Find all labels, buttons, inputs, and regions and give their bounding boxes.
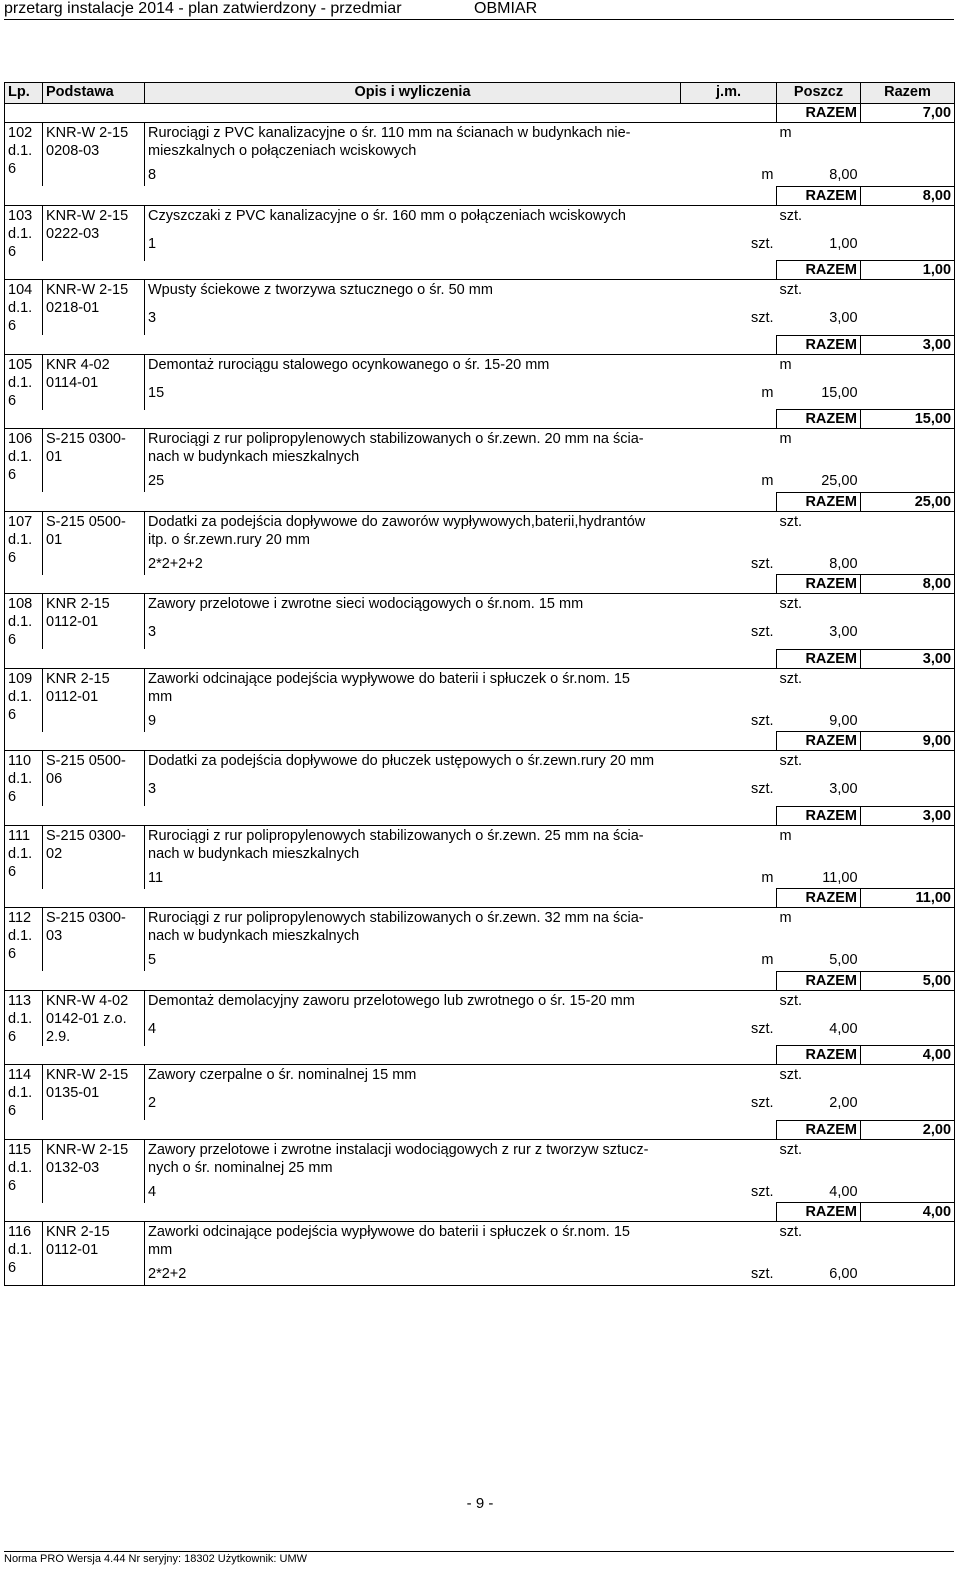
item-podstawa: S-215 0300- 03 <box>43 908 145 972</box>
razem-value: 5,00 <box>861 971 955 990</box>
item-podstawa: S-215 0500- 06 <box>43 751 145 807</box>
item-row <box>5 990 955 1014</box>
col-podstawa: Podstawa <box>43 83 145 104</box>
item-unit: szt. <box>779 753 803 769</box>
item-unit: szt. <box>779 207 803 224</box>
footer-rule <box>4 1551 954 1552</box>
item-row <box>5 594 955 618</box>
measurement-expression: 3 <box>145 774 681 806</box>
item-description: Wpusty ściekowe z tworzywa sztucznego o śr. 50 mm <box>145 280 777 304</box>
razem-label: RAZEM <box>777 186 861 205</box>
item-podstawa: KNR 2-15 0112-01 <box>43 594 145 650</box>
measurement-poszcz: 11,00 <box>822 869 858 886</box>
document-header <box>4 0 538 18</box>
measurement-row <box>5 1088 955 1120</box>
col-razem: Razem <box>861 83 955 104</box>
item-lp: 102 d.1. 6 <box>5 123 43 187</box>
item-row <box>5 908 955 946</box>
razem-row <box>5 492 955 511</box>
measurement-unit: szt. <box>750 712 774 729</box>
col-lp: Lp. <box>5 83 43 104</box>
measurement-row <box>5 466 955 492</box>
item-description: Zawory przelotowe i zwrotne sieci wodociągowych o śr.nom. 15 mm <box>145 594 777 618</box>
measurement-row <box>5 1259 955 1285</box>
measurement-poszcz: 1,00 <box>829 235 858 252</box>
razem-label: RAZEM <box>777 492 861 511</box>
item-description: Dodatki za podejścia dopływowe do płuczek ustępowych o śr.zewn.rury 20 mm <box>145 751 777 775</box>
razem-value: 1,00 <box>861 261 955 280</box>
measurement-expression: 1 <box>145 229 681 261</box>
software-info: Norma PRO Wersja 4.44 Nr seryjny: 18302 Użytkownik: UMW <box>4 1553 307 1565</box>
section-title: OBMIAR <box>474 0 538 17</box>
razem-value: 3,00 <box>861 649 955 668</box>
item-unit: szt. <box>779 282 803 298</box>
obmiar-table <box>4 82 955 1286</box>
razem-row <box>5 806 955 825</box>
item-description: Zawory przelotowe i zwrotne instalacji wodociągowych z rur z tworzyw sztucz- nych o śr. nominalnej 25 mm <box>145 1139 777 1177</box>
razem-value: 4,00 <box>861 1046 955 1065</box>
razem-value: 4,00 <box>861 1203 955 1222</box>
item-row <box>5 825 955 863</box>
item-lp: 112 d.1. 6 <box>5 908 43 972</box>
razem-label: RAZEM <box>777 410 861 429</box>
item-lp: 116 d.1. 6 <box>5 1222 43 1286</box>
measurement-unit: szt. <box>750 235 774 252</box>
item-unit: szt. <box>779 1067 803 1083</box>
measurement-row <box>5 706 955 732</box>
razem-value: 3,00 <box>861 335 955 354</box>
item-description: Demontaż rurociągu stalowego ocynkowanego o śr. 15-20 mm <box>145 354 777 378</box>
item-description: Rurociągi z rur polipropylenowych stabilizowanych o śr.zewn. 32 mm na ścia- nach w budynkach mieszkalnych <box>145 908 777 946</box>
measurement-poszcz: 4,00 <box>829 1183 858 1200</box>
razem-value <box>861 1285 955 1286</box>
measurement-poszcz: 9,00 <box>829 712 858 729</box>
measurement-expression: 2*2+2+2 <box>145 549 681 575</box>
item-row <box>5 205 955 229</box>
item-podstawa: S-215 0300- 01 <box>43 429 145 493</box>
razem-row <box>5 1120 955 1139</box>
razem-row <box>5 575 955 594</box>
item-unit: szt. <box>779 1141 803 1158</box>
measurement-row <box>5 945 955 971</box>
razem-label: RAZEM <box>777 335 861 354</box>
measurement-unit: szt. <box>750 1266 774 1282</box>
measurement-poszcz: 8,00 <box>829 167 858 183</box>
item-description: Rurociągi z rur polipropylenowych stabilizowanych o śr.zewn. 25 mm na ścia- nach w budynkach mieszkalnych <box>145 825 777 863</box>
measurement-expression: 3 <box>145 617 681 649</box>
item-lp: 108 d.1. 6 <box>5 594 43 650</box>
razem-value: 2,00 <box>861 1120 955 1139</box>
col-poszcz: Poszcz <box>777 83 861 104</box>
item-lp: 114 d.1. 6 <box>5 1065 43 1121</box>
measurement-poszcz: 15,00 <box>821 384 858 401</box>
measurement-unit: m <box>761 167 774 183</box>
measurement-row <box>5 549 955 575</box>
item-lp: 113 d.1. 6 <box>5 990 43 1046</box>
measurement-expression: 8 <box>145 160 681 186</box>
item-lp: 103 d.1. 6 <box>5 205 43 261</box>
razem-row <box>5 410 955 429</box>
measurement-unit: szt. <box>750 310 774 327</box>
item-podstawa: KNR 2-15 0112-01 <box>43 668 145 732</box>
item-unit: m <box>779 827 792 844</box>
razem-label: RAZEM <box>777 806 861 825</box>
item-row <box>5 751 955 775</box>
razem-value: 11,00 <box>861 889 955 908</box>
razem-row <box>5 1046 955 1065</box>
razem-label: RAZEM <box>777 971 861 990</box>
measurement-expression: 9 <box>145 706 681 732</box>
razem-label: RAZEM <box>777 104 861 123</box>
column-header-row <box>5 83 955 104</box>
measurement-row <box>5 774 955 806</box>
razem-row <box>5 649 955 668</box>
col-jm: j.m. <box>681 83 777 104</box>
measurement-row <box>5 1014 955 1046</box>
page-number: - 9 - <box>466 1495 494 1512</box>
razem-label: RAZEM <box>777 889 861 908</box>
measurement-poszcz: 3,00 <box>829 310 858 327</box>
measurement-row <box>5 160 955 186</box>
item-podstawa: KNR-W 2-15 0218-01 <box>43 280 145 336</box>
item-row <box>5 280 955 304</box>
razem-value: 7,00 <box>861 104 955 123</box>
measurement-unit: szt. <box>750 624 774 641</box>
item-row <box>5 1065 955 1089</box>
item-unit: szt. <box>779 1224 803 1240</box>
item-lp: 106 d.1. 6 <box>5 429 43 493</box>
measurement-expression: 3 <box>145 303 681 335</box>
measurement-row <box>5 378 955 410</box>
item-podstawa: KNR-W 2-15 0135-01 <box>43 1065 145 1121</box>
item-lp: 109 d.1. 6 <box>5 668 43 732</box>
item-description: Demontaż demolacyjny zaworu przelotowego lub zwrotnego o śr. 15-20 mm <box>145 990 777 1014</box>
razem-row <box>5 889 955 908</box>
item-unit: m <box>779 356 792 373</box>
measurement-row <box>5 229 955 261</box>
measurement-expression: 25 <box>145 466 681 492</box>
razem-value: 15,00 <box>861 410 955 429</box>
item-lp: 111 d.1. 6 <box>5 825 43 889</box>
item-unit: szt. <box>779 513 803 530</box>
measurement-row <box>5 617 955 649</box>
item-lp: 104 d.1. 6 <box>5 280 43 336</box>
item-lp: 105 d.1. 6 <box>5 354 43 410</box>
razem-value: 9,00 <box>861 732 955 751</box>
measurement-expression: 4 <box>145 1014 681 1046</box>
measurement-unit: m <box>761 384 774 401</box>
item-podstawa: S-215 0300- 02 <box>43 825 145 889</box>
razem-label: RAZEM <box>777 1046 861 1065</box>
razem-row <box>5 732 955 751</box>
measurement-row <box>5 1177 955 1203</box>
razem-row <box>5 186 955 205</box>
razem-label: RAZEM <box>777 575 861 594</box>
item-unit: szt. <box>779 596 803 612</box>
item-row <box>5 429 955 467</box>
item-description: Dodatki za podejścia dopływowe do zaworów wypływowych,baterii,hydrantów itp. o śr.zewn.rury 20 mm <box>145 511 777 549</box>
measurement-poszcz: 3,00 <box>829 781 858 798</box>
col-opis: Opis i wyliczenia <box>145 83 681 104</box>
razem-row <box>5 1203 955 1222</box>
item-row <box>5 123 955 161</box>
measurement-unit: m <box>761 869 774 886</box>
razem-row <box>5 104 955 123</box>
measurement-expression: 4 <box>145 1177 681 1203</box>
razem-label: RAZEM <box>777 261 861 280</box>
item-podstawa: KNR-W 2-15 0208-03 <box>43 123 145 187</box>
measurement-expression: 15 <box>145 378 681 410</box>
item-lp: 110 d.1. 6 <box>5 751 43 807</box>
measurement-row <box>5 303 955 335</box>
razem-label: RAZEM <box>777 1120 861 1139</box>
razem-label: RAZEM <box>777 649 861 668</box>
measurement-expression: 11 <box>145 863 681 889</box>
measurement-expression: 5 <box>145 945 681 971</box>
item-podstawa: S-215 0500- 01 <box>43 511 145 575</box>
razem-label: RAZEM <box>777 732 861 751</box>
item-unit: m <box>779 910 792 926</box>
razem-row <box>5 971 955 990</box>
item-row <box>5 511 955 549</box>
razem-label: RAZEM <box>777 1203 861 1222</box>
header-rule <box>4 19 954 20</box>
measurement-poszcz: 8,00 <box>829 555 858 572</box>
document-title: przetarg instalacje 2014 - plan zatwierdzony - przedmiar <box>4 0 402 17</box>
item-row <box>5 668 955 706</box>
measurement-poszcz: 6,00 <box>829 1266 858 1282</box>
measurement-expression: 2*2+2 <box>145 1259 681 1285</box>
item-unit: szt. <box>779 670 803 687</box>
measurement-poszcz: 2,00 <box>829 1095 858 1112</box>
measurement-unit: m <box>761 952 774 968</box>
item-podstawa: KNR-W 2-15 0132-03 <box>43 1139 145 1203</box>
measurement-expression: 2 <box>145 1088 681 1120</box>
item-row <box>5 1139 955 1177</box>
measurement-unit: szt. <box>750 1020 774 1037</box>
measurement-unit: m <box>761 473 774 489</box>
measurement-poszcz: 25,00 <box>821 473 858 489</box>
item-unit: m <box>779 125 792 141</box>
item-row <box>5 354 955 378</box>
razem-row <box>5 1285 955 1286</box>
razem-row <box>5 261 955 280</box>
razem-value: 8,00 <box>861 575 955 594</box>
measurement-row <box>5 863 955 889</box>
item-description: Zaworki odcinające podejścia wypływowe do baterii i spłuczek o śr.nom. 15 mm <box>145 668 777 706</box>
item-description: Rurociągi z PVC kanalizacyjne o śr. 110 mm na ścianach w budynkach nie- mieszkalnych o połączeniach wciskowych <box>145 123 777 161</box>
measurement-poszcz: 4,00 <box>829 1020 858 1037</box>
item-unit: szt. <box>779 992 803 1009</box>
razem-value: 25,00 <box>861 492 955 511</box>
item-unit: m <box>779 431 792 447</box>
razem-row <box>5 335 955 354</box>
razem-label <box>777 1285 861 1286</box>
measurement-unit: szt. <box>750 1095 774 1112</box>
measurement-unit: szt. <box>750 555 774 572</box>
item-description: Czyszczaki z PVC kanalizacyjne o śr. 160 mm o połączeniach wciskowych <box>145 205 777 229</box>
item-podstawa: KNR 2-15 0112-01 <box>43 1222 145 1286</box>
item-description: Zaworki odcinające podejścia wypływowe do baterii i spłuczek o śr.nom. 15 mm <box>145 1222 777 1260</box>
measurement-unit: szt. <box>750 781 774 798</box>
item-podstawa: KNR 4-02 0114-01 <box>43 354 145 410</box>
measurement-unit: szt. <box>750 1183 774 1200</box>
measurement-poszcz: 3,00 <box>829 624 858 641</box>
item-lp: 115 d.1. 6 <box>5 1139 43 1203</box>
measurement-poszcz: 5,00 <box>829 952 858 968</box>
item-description: Zawory czerpalne o śr. nominalnej 15 mm <box>145 1065 777 1089</box>
razem-value: 3,00 <box>861 806 955 825</box>
item-description: Rurociągi z rur polipropylenowych stabilizowanych o śr.zewn. 20 mm na ścia- nach w budynkach mieszkalnych <box>145 429 777 467</box>
razem-value: 8,00 <box>861 186 955 205</box>
item-podstawa: KNR-W 4-02 0142-01 z.o. 2.9. <box>43 990 145 1046</box>
item-row <box>5 1222 955 1260</box>
item-podstawa: KNR-W 2-15 0222-03 <box>43 205 145 261</box>
item-lp: 107 d.1. 6 <box>5 511 43 575</box>
